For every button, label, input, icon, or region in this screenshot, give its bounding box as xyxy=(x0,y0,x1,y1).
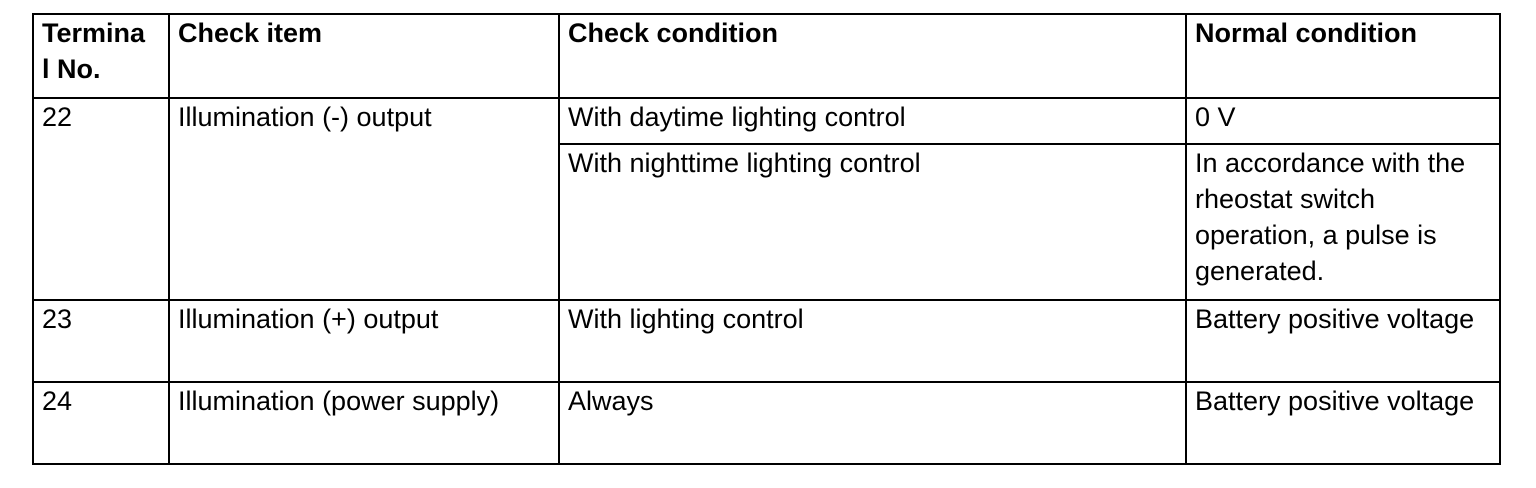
terminal-check-table xyxy=(32,13,1501,465)
check-item-cell: Illumination (power supply) xyxy=(169,382,559,464)
header-check-item: Check item xyxy=(169,14,559,98)
header-row xyxy=(33,14,1500,98)
check-condition-cell: With nighttime lighting control xyxy=(559,144,1186,300)
header-terminal-line1: Termina xyxy=(42,18,146,48)
terminal-cell: 22 xyxy=(33,98,169,300)
table-row xyxy=(33,98,1500,144)
table-row xyxy=(33,382,1500,464)
terminal-cell: 23 xyxy=(33,300,169,382)
table-row xyxy=(33,300,1500,382)
header-terminal-line2: l No. xyxy=(42,54,101,84)
check-condition-cell: Always xyxy=(559,382,1186,464)
check-condition-cell: With daytime lighting control xyxy=(559,98,1186,144)
normal-condition-cell: Battery positive voltage xyxy=(1186,382,1500,464)
header-normal-condition: Normal condition xyxy=(1186,14,1500,98)
check-item-cell: Illumination (+) output xyxy=(169,300,559,382)
normal-condition-cell: 0 V xyxy=(1186,98,1500,144)
normal-condition-cell: Battery positive voltage xyxy=(1186,300,1500,382)
header-terminal-no xyxy=(33,14,169,98)
check-item-cell: Illumination (-) output xyxy=(169,98,559,300)
header-check-condition: Check condition xyxy=(559,14,1186,98)
terminal-cell: 24 xyxy=(33,382,169,464)
check-condition-cell: With lighting control xyxy=(559,300,1186,382)
normal-condition-cell: In accordance with the rheostat switch operation, a pulse is generated. xyxy=(1186,144,1500,300)
